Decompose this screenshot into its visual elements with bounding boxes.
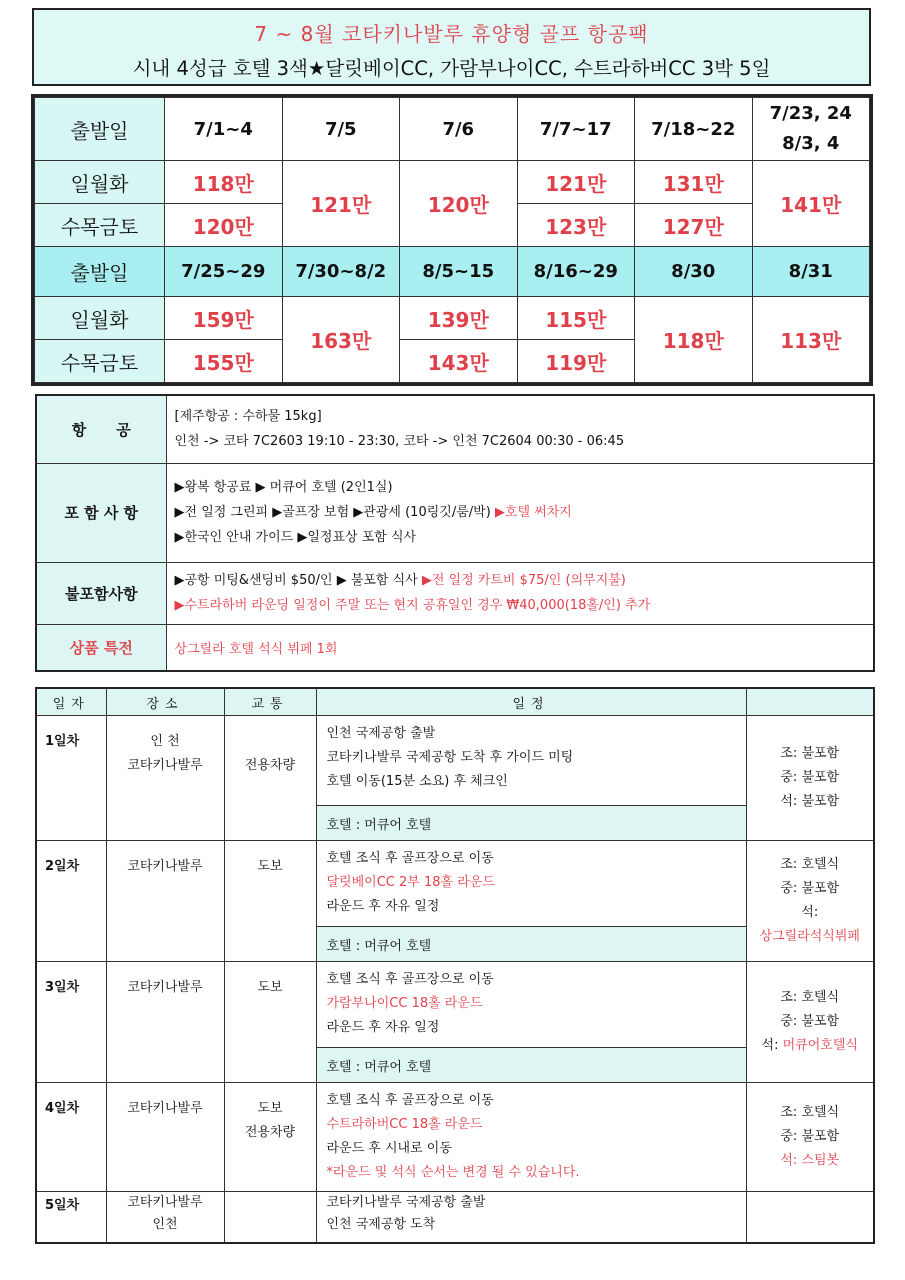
place-line: 코타키나발루 (127, 758, 203, 773)
itinerary-note: *라운드 및 석식 순서는 변경 될 수 있습니다. (326, 1165, 580, 1180)
meal-lunch: 중: 불포함 (780, 770, 840, 785)
transport-cell (224, 1192, 316, 1244)
place-line: 인 천 (150, 734, 180, 749)
itinerary-line: 라운드 후 시내로 이동 (326, 1141, 452, 1156)
day-label: 3일차 (36, 962, 106, 1083)
price-cell: 118만 (635, 297, 753, 383)
place-line: 코타키나발루 (127, 1195, 203, 1210)
air-details (166, 395, 874, 463)
date-cell: 7/25~29 (165, 247, 283, 297)
header-meal (746, 688, 874, 716)
price-cell: 120만 (400, 161, 518, 247)
itinerary-cell (316, 841, 746, 927)
date-line: 8/3, 4 (782, 133, 840, 154)
meal-breakfast: 조: 호텔식 (780, 857, 840, 872)
depart-label: 출발일 (35, 98, 165, 161)
price-cell: 163만 (282, 297, 400, 383)
itinerary-line: 호텔 조식 후 골프장으로 이동 (326, 972, 494, 987)
incl-line2 (175, 500, 866, 525)
transport-cell (224, 1083, 316, 1192)
special-text: 상그릴라 호텔 석식 뷔페 1회 (166, 625, 874, 671)
transport-cell: 도보 (224, 841, 316, 962)
transport-cell: 도보 (224, 962, 316, 1083)
excluded-details (166, 562, 874, 624)
itinerary-line: 코타키나발루 국제공항 도착 후 가이드 미팅 (326, 750, 574, 765)
incl-line1: ▶왕복 항공료 ▶ 머큐어 호텔 (2인1실) (174, 480, 393, 496)
itinerary-cell (316, 1192, 746, 1244)
special-label: 상품 특전 (36, 625, 166, 671)
excluded-label: 불포함사항 (36, 562, 166, 624)
price-table (31, 94, 873, 386)
meal-cell (746, 841, 874, 962)
meal-dinner: 석: (801, 905, 819, 920)
price-cell: 115만 (517, 297, 635, 340)
incl-line2-highlight: ▶호텔 써차지 (494, 505, 572, 521)
itinerary-line: 가람부나이CC 18홀 라운드 (326, 996, 483, 1011)
place-cell: 코타키나발루 (106, 1083, 224, 1192)
mon-label: 일월화 (35, 297, 165, 340)
thu-label: 수목금토 (35, 340, 165, 383)
meal-cell (746, 962, 874, 1083)
price-cell: 119만 (517, 340, 635, 383)
itinerary-line: 라운드 후 자유 일정 (326, 899, 440, 914)
place-cell: 코타키나발루 (106, 962, 224, 1083)
price-cell: 127만 (635, 204, 753, 247)
meal-lunch: 중: 불포함 (780, 1014, 840, 1029)
hotel-cell: 호텔 : 머큐어 호텔 (316, 806, 746, 841)
title-line2: 시내 4성급 호텔 3색★달릿베이CC, 가람부나이CC, 수트라하버CC 3박 5일 (132, 57, 771, 80)
meal-cell (746, 716, 874, 841)
schedule-table (35, 687, 875, 1244)
meal-cell (746, 1192, 874, 1244)
price-cell: 121만 (282, 161, 400, 247)
price-cell: 120만 (165, 204, 283, 247)
itinerary-line: 달릿베이CC 2부 18홀 라운드 (326, 875, 495, 890)
price-cell: 113만 (752, 297, 870, 383)
itinerary-cell (316, 1083, 746, 1192)
mon-label: 일월화 (35, 161, 165, 204)
meal-breakfast: 조: 호텔식 (780, 1105, 840, 1120)
meal-breakfast: 조: 호텔식 (780, 990, 840, 1005)
meal-lunch: 중: 불포함 (780, 881, 840, 896)
transport-line: 전용차량 (244, 1125, 296, 1140)
itinerary-line: 호텔 조식 후 골프장으로 이동 (326, 1093, 494, 1108)
price-cell: 141만 (752, 161, 870, 247)
date-cell (752, 98, 870, 161)
included-label: 포 함 사 항 (36, 463, 166, 562)
date-cell: 8/31 (752, 247, 870, 297)
itinerary-line: 인천 국제공항 도착 (326, 1217, 436, 1232)
itinerary-line: 수트라하버CC 18홀 라운드 (326, 1117, 483, 1132)
included-details (166, 463, 874, 562)
incl-line3: ▶한국인 안내 가이드 ▶일정표상 포함 식사 (174, 530, 417, 546)
meal-lunch: 중: 불포함 (780, 1129, 840, 1144)
air-label: 항 공 (36, 395, 166, 463)
date-cell: 7/18~22 (635, 98, 753, 161)
day-label: 1일차 (36, 716, 106, 841)
place-cell: 코타키나발루 (106, 841, 224, 962)
price-cell: 159만 (165, 297, 283, 340)
excl-line1-highlight: ▶전 일정 카트비 $75/인 (의무지불) (421, 573, 626, 589)
date-cell: 8/5~15 (400, 247, 518, 297)
meal-dinner-detail: 머큐어호텔식 (782, 1038, 858, 1053)
meal-dinner (748, 1034, 873, 1058)
day-label: 4일차 (36, 1083, 106, 1192)
itinerary-line: 인천 국제공항 출발 (326, 726, 436, 741)
price-cell: 118만 (165, 161, 283, 204)
info-table (35, 394, 875, 672)
place-line: 인천 (152, 1217, 178, 1232)
date-cell: 7/30~8/2 (282, 247, 400, 297)
meal-dinner: 석: 스팀봇 (780, 1153, 840, 1168)
itinerary-line: 호텔 조식 후 골프장으로 이동 (326, 851, 494, 866)
itinerary-cell (316, 716, 746, 806)
price-cell: 155만 (165, 340, 283, 383)
excl-line2: ▶수트라하버 라운딩 일정이 주말 또는 현지 공휴일인 경우 ₩40,000(18홀/인) 추가 (174, 598, 651, 614)
title-banner (32, 8, 871, 86)
price-cell: 123만 (517, 204, 635, 247)
day-label: 5일차 (36, 1192, 106, 1244)
meal-cell (746, 1083, 874, 1192)
meal-breakfast: 조: 불포함 (780, 746, 840, 761)
meal-dinner: 석: 불포함 (780, 794, 840, 809)
depart-label: 출발일 (35, 247, 165, 297)
place-cell (106, 716, 224, 841)
meal-dinner-label: 석: (761, 1038, 783, 1053)
day-label: 2일차 (36, 841, 106, 962)
header-itinerary: 일정 (316, 688, 746, 716)
price-cell: 121만 (517, 161, 635, 204)
itinerary-line: 라운드 후 자유 일정 (326, 1020, 440, 1035)
title-line1: 7 ~ 8월 코타키나발루 휴양형 골프 항공팩 (254, 22, 649, 46)
price-cell: 131만 (635, 161, 753, 204)
header-place: 장소 (106, 688, 224, 716)
incl-line2-text: ▶전 일정 그린피 ▶골프장 보험 ▶관광세 (10링깃/룸/박) (174, 505, 495, 521)
date-cell: 8/16~29 (517, 247, 635, 297)
header-day: 일자 (36, 688, 106, 716)
transport-cell: 전용차량 (224, 716, 316, 841)
date-cell: 7/1~4 (165, 98, 283, 161)
date-cell: 7/5 (282, 98, 400, 161)
excl-line1-text: ▶공항 미팅&샌딩비 $50/인 ▶ 불포함 식사 (174, 573, 422, 589)
hotel-cell: 호텔 : 머큐어 호텔 (316, 1048, 746, 1083)
price-cell: 139만 (400, 297, 518, 340)
date-cell: 7/6 (400, 98, 518, 161)
date-cell: 7/7~17 (517, 98, 635, 161)
itinerary-line: 호텔 이동(15분 소요) 후 체크인 (326, 774, 508, 789)
transport-line: 도보 (257, 1101, 283, 1116)
date-line: 7/23, 24 (769, 103, 852, 124)
itinerary-line: 코타키나발루 국제공항 출발 (326, 1195, 486, 1210)
meal-dinner-detail: 상그릴라석식뷔페 (759, 929, 860, 944)
air-line1: [제주항공 : 수하물 15kg] (174, 409, 322, 425)
place-cell (106, 1192, 224, 1244)
thu-label: 수목금토 (35, 204, 165, 247)
date-cell: 8/30 (635, 247, 753, 297)
air-line2: 인천 -> 코타 7C2603 19:10 - 23:30, 코타 -> 인천 7C2604 00:30 - 06:45 (174, 434, 625, 450)
itinerary-cell (316, 962, 746, 1048)
header-transport: 교통 (224, 688, 316, 716)
excl-line1 (175, 568, 866, 593)
hotel-cell: 호텔 : 머큐어 호텔 (316, 927, 746, 962)
price-cell: 143만 (400, 340, 518, 383)
